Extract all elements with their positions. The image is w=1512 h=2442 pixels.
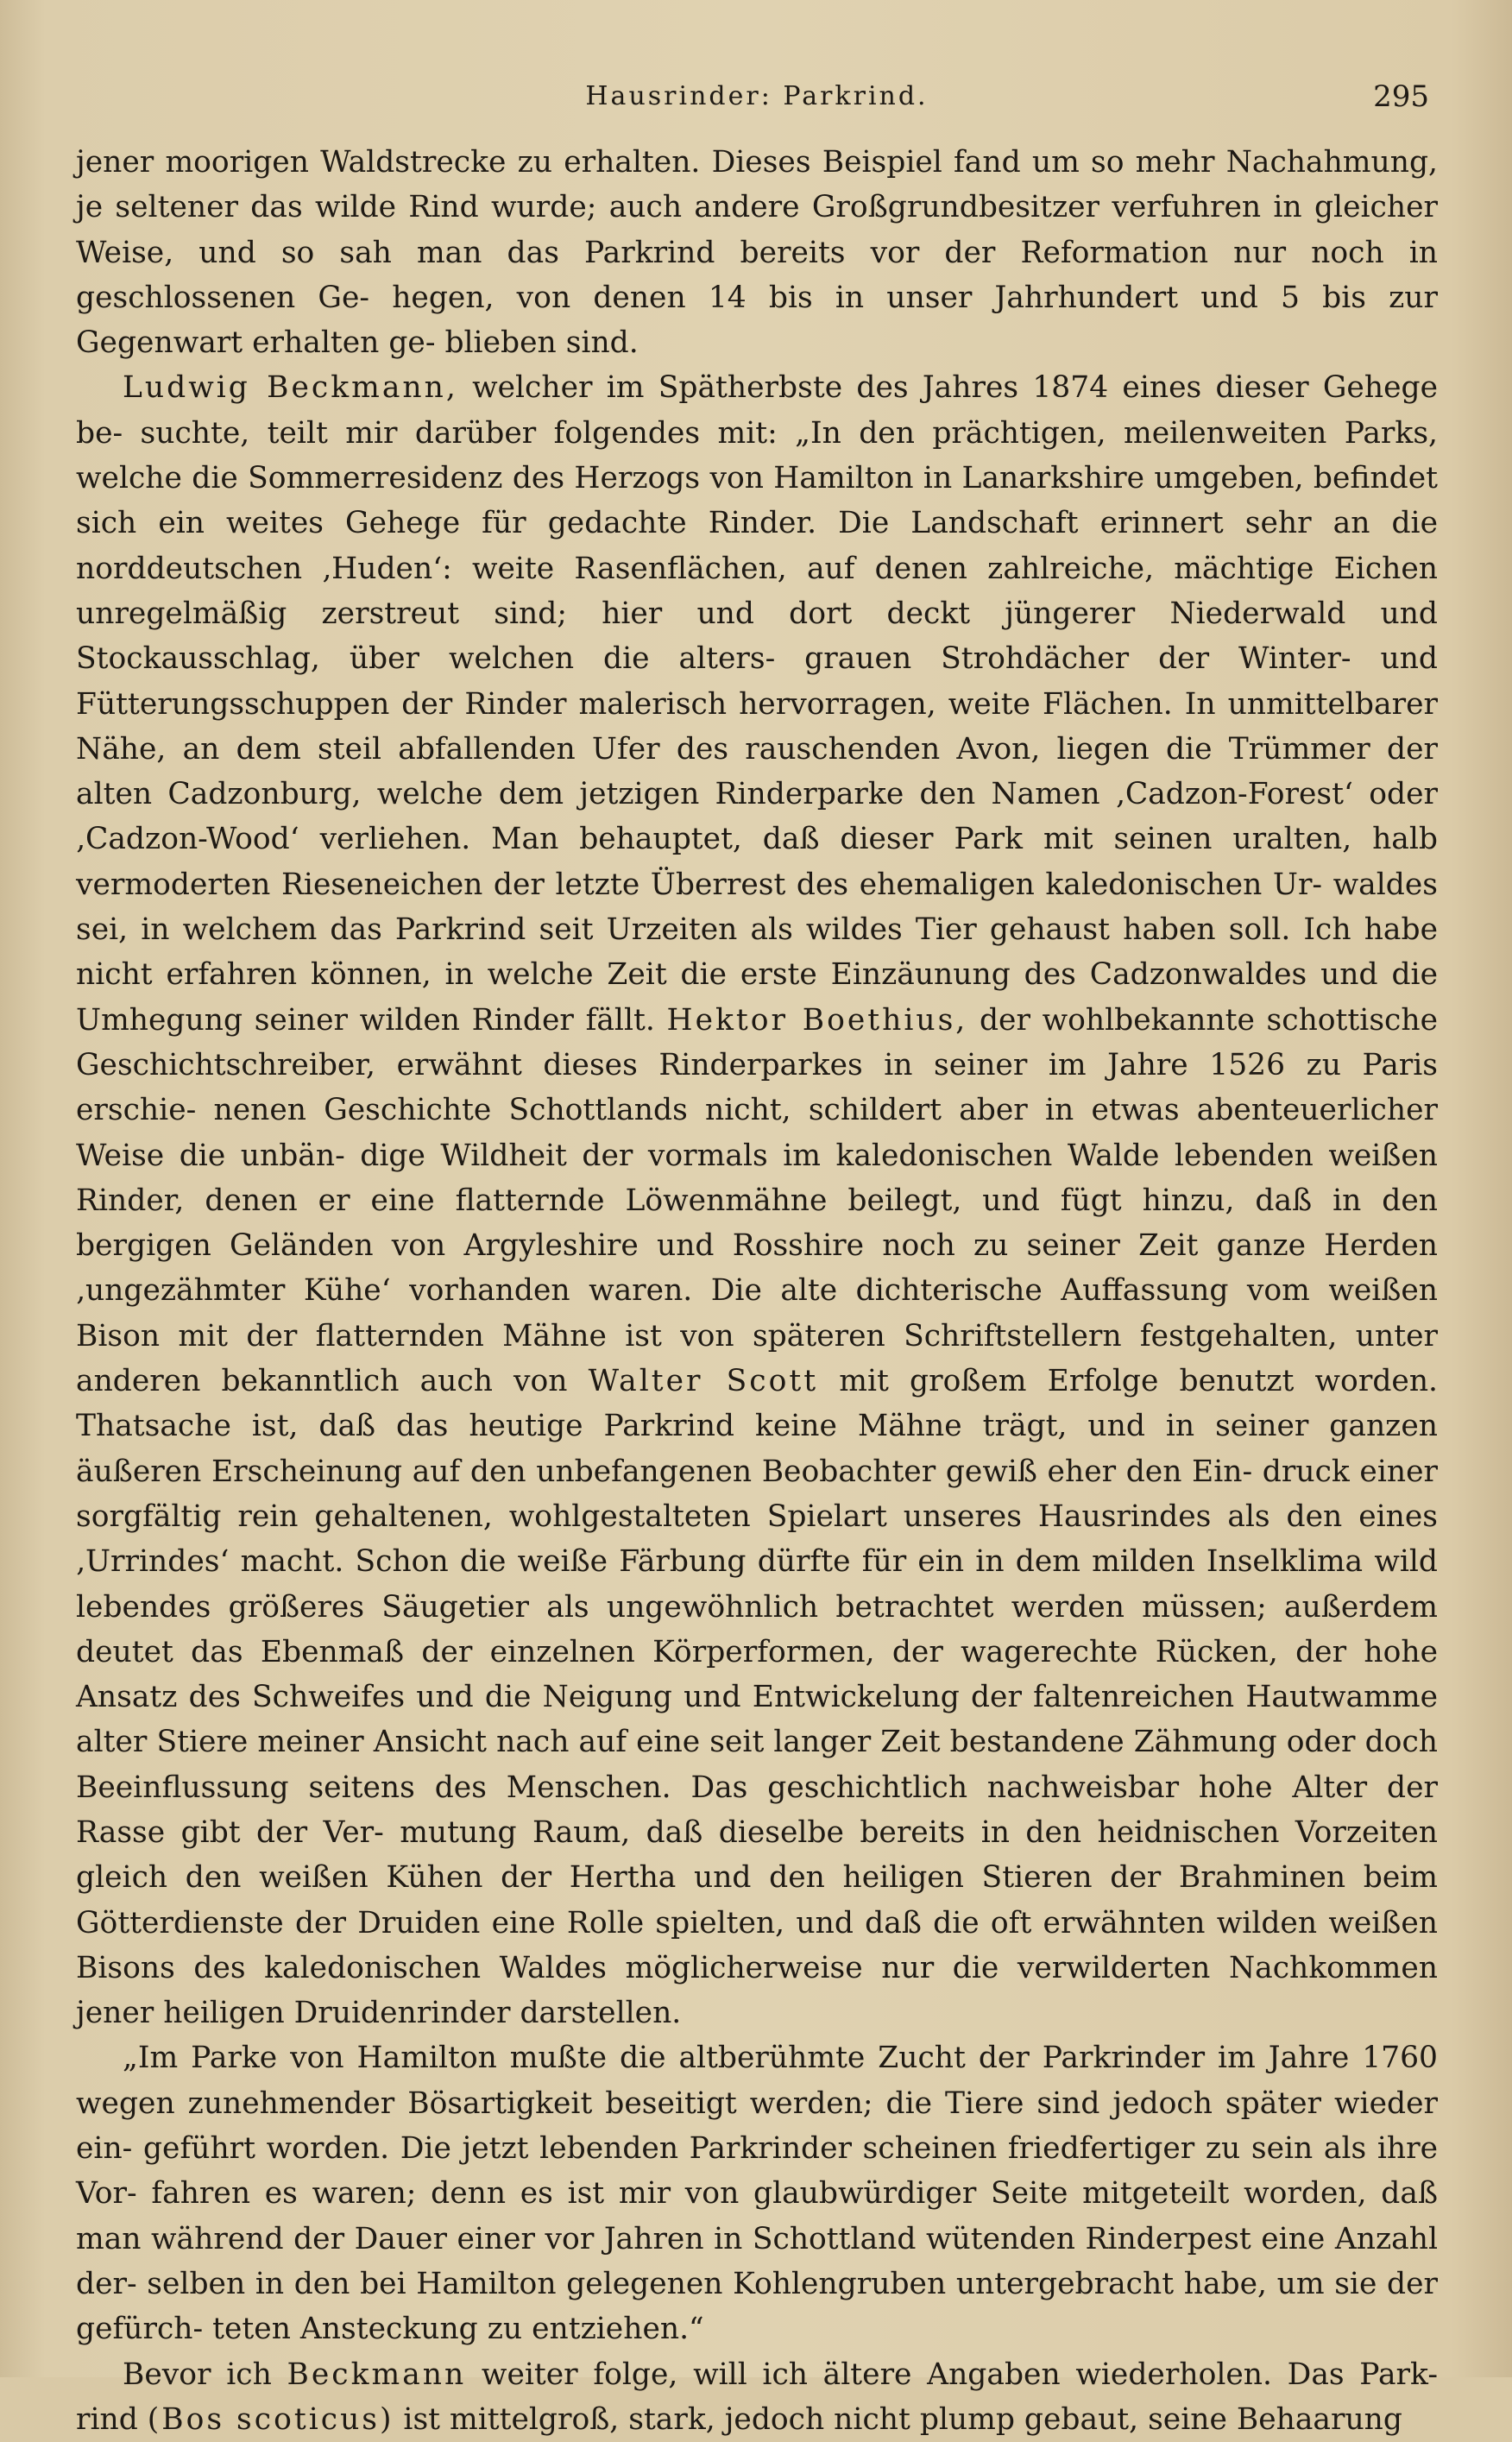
paragraph — [76, 2352, 1438, 2442]
paragraph — [76, 365, 1438, 2035]
spaced-name-text: (Bos scoticus) — [147, 2401, 394, 2437]
spaced-name-text: Ludwig Beckmann, — [123, 370, 458, 406]
paragraph — [76, 140, 1438, 365]
page-header — [76, 79, 1438, 128]
book-page — [76, 79, 1439, 2437]
spaced-name-text: Beckmann — [287, 2357, 467, 2392]
paragraph-text: „Im Parke von Hamilton mußte die altberühmte Zucht der Parkrinder im Jahre 1760 wegen zunehmender Bösartigkeit beseitigt werden; die Tiere sind jedoch später wieder ein- geführt worden. Die jetzt lebenden Parkrinder scheinen friedfertiger zu sein als ihre Vor- fahren es waren; denn es ist mir von glaubwürdiger Seite mitgeteilt worden, daß man während der Dauer einer vor Jahren in Schottland wütenden Rinderpest eine Anzahl der- selben in den bei Hamilton gelegenen Kohlengruben untergebracht habe, um sie der gefürch- teten Ansteckung zu entziehen.“ — [76, 2041, 1438, 2347]
running-title: Hausrinder: Parkrind. — [585, 81, 929, 111]
page-number: 295 — [1373, 79, 1429, 114]
paragraph-text: Bevor ich — [123, 2357, 287, 2392]
paragraph-text: jener moorigen Waldstrecke zu erhalten. Dieses Beispiel fand um so mehr Nachahmung, je seltener das wilde Rind wurde; auch andere Großgrundbesitzer verfuhren in gleicher Weise, und so sah man das Parkrind bereits vor der Reformation nur noch in geschlossenen Ge- hegen, von denen 14 bis in unser Jahrhundert und 5 bis zur Gegenwart erhalten ge- blieben sind. — [76, 145, 1438, 361]
body-text — [76, 140, 1438, 2442]
paragraph — [76, 2035, 1438, 2351]
paragraph-text: mit großem Erfolge benutzt worden. Thatsache ist, daß das heutige Parkrind keine Mähne trägt, und in seiner ganzen äußeren Erscheinung auf den unbefangenen Beobachter gewiß eher den Ein- druck einer sorgfältig rein gehaltenen, wohlgestalteten Spielart unseres Hausrindes als den eines ‚Urrindes‘ macht. Schon die weiße Färbung dürfte für ein in dem milden Inselklima wild lebendes größeres Säugetier als ungewöhnlich betrachtet werden müssen; außerdem deutet das Ebenmaß der einzelnen Körperformen, der wagerechte Rücken, der hohe Ansatz des Schweifes und die Neigung und Entwickelung der faltenreichen Hautwamme alter Stiere meiner Ansicht nach auf eine seit langer Zeit bestandene Zähmung oder doch Beeinflussung seitens des Menschen. Das geschichtlich nachweisbar hohe Alter der Rasse gibt der Ver- mutung Raum, daß dieselbe bereits in den heidnischen Vorzeiten gleich den weißen Kühen der Hertha und den heiligen Stieren der Brahminen beim Götterdienste der Druiden eine Rolle spielten, und daß die oft erwähnten wilden weißen Bisons des kaledonischen Waldes möglicherweise nur die verwilderten Nachkommen jener heiligen Druidenrinder darstellen. — [76, 1364, 1439, 2031]
paragraph-text: welcher im Spätherbste des Jahres 1874 eines dieser Gehege be- suchte, teilt mir darüber folgendes mit: „In den prächtigen, meilenweiten Parks, welche die Sommerresidenz des Herzogs von Hamilton in Lanarkshire umgeben, befindet sich ein weites Gehege für gedachte Rinder. Die Landschaft erinnert sehr an die norddeutschen ‚Huden‘: weite Rasenflächen, auf denen zahlreiche, mächtige Eichen unregelmäßig zerstreut sind; hier und dort deckt jüngerer Niederwald und Stockausschlag, über welchen die alters- grauen Strohdächer der Winter- und Fütterungsschuppen der Rinder malerisch hervorragen, weite Flächen. In unmittelbarer Nähe, an dem steil abfallenden Ufer des rauschenden Avon, liegen die Trümmer der alten Cadzonburg, welche dem jetzigen Rinderparke den Namen ‚Cadzon-Forest‘ oder ‚Cadzon-Wood‘ verliehen. Man behauptet, daß dieser Park mit seinen uralten, halb vermoderten Rieseneichen der letzte Überrest des ehemaligen kaledonischen Ur- waldes sei, in welchem das Parkrind seit Urzeiten als wildes Tier gehaust haben soll. Ich habe nicht erfahren können, in welche Zeit die erste Einzäunung des Cadzonwaldes und die Umhegung seiner wilden Rinder fällt. — [76, 370, 1438, 1038]
paragraph-text: ist mittelgroß, stark, jedoch nicht plump gebaut, seine Behaarung — [394, 2401, 1402, 2437]
paragraph-text: weiter folge, will ich ältere Angaben wiederholen. Das Park- rind — [76, 2357, 1438, 2437]
spaced-name-text: Hektor Boethius, — [666, 1002, 968, 1038]
paragraph-text: der wohlbekannte schottische Geschichtschreiber, erwähnt dieses Rinderparkes in seiner im Jahre 1526 zu Paris erschie- nenen Geschichte Schottlands nicht, schildert aber in etwas abenteuerlicher Weise die unbän- dige Wildheit der vormals im kaledonischen Walde lebenden weißen Rinder, denen er eine flatternde Löwenmähne beilegt, und fügt hinzu, daß in den bergigen Geländen von Argyleshire und Rosshire noch zu seiner Zeit ganze Herden ‚ungezähmter Kühe‘ vorhanden waren. Die alte dichterische Auffassung vom weißen Bison mit der flatternden Mähne ist von späteren Schriftstellern festgehalten, unter anderen bekanntlich auch von — [76, 1002, 1438, 1399]
spaced-name-text: Walter Scott — [588, 1364, 819, 1399]
